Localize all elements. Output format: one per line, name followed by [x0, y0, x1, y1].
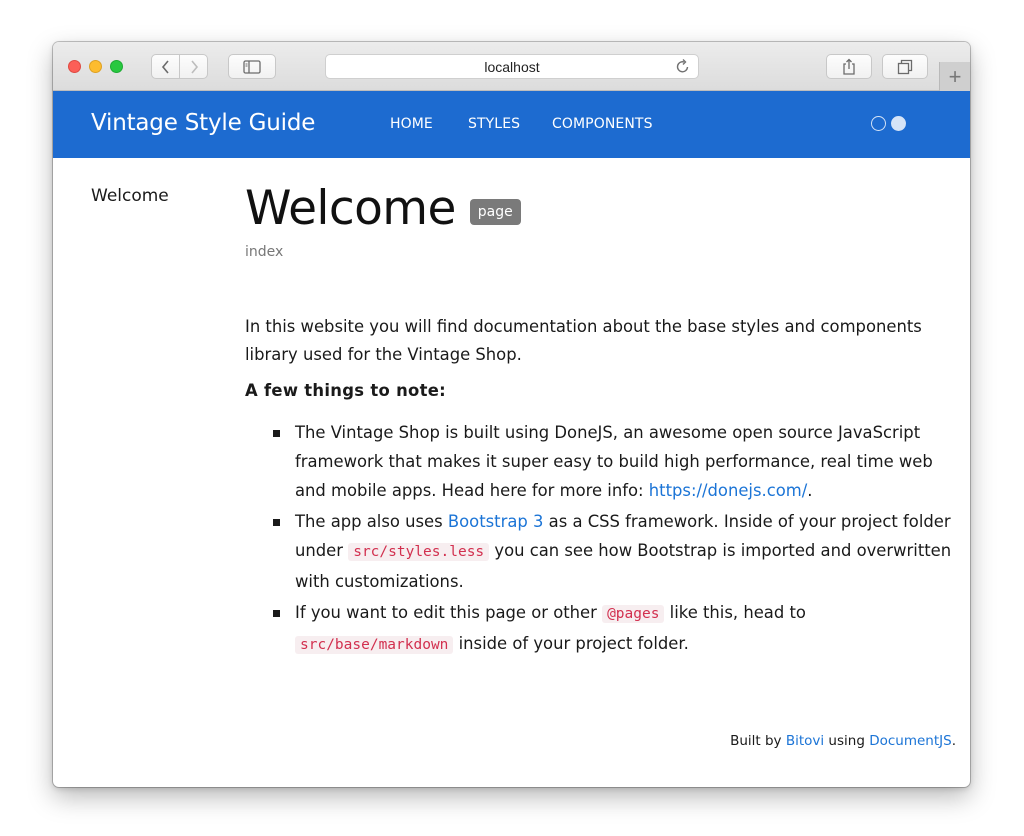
bitovi-link[interactable]: Bitovi: [785, 733, 825, 749]
code-snippet: @pages: [602, 605, 664, 623]
nav-styles-link[interactable]: STYLES: [468, 116, 521, 132]
notes-heading: A few things to note:: [245, 381, 447, 400]
code-snippet: src/styles.less: [348, 543, 489, 561]
tabs-overview-icon: [897, 59, 913, 75]
sidebar-item-welcome[interactable]: Welcome: [91, 186, 169, 206]
page-footer: [730, 733, 956, 749]
note-text: The Vintage Shop is built using DoneJS, an awesome open source JavaScript framework that makes it super easy to build high performance, real time web and mobile apps. Head here for more info:: [295, 423, 933, 500]
nav-components-link[interactable]: COMPONENTS: [552, 116, 653, 132]
show-tabs-button[interactable]: [882, 54, 928, 79]
list-item: [295, 598, 955, 660]
theme-toggle-off-dot[interactable]: [871, 116, 886, 131]
page-type-badge: page: [470, 199, 521, 225]
note-text: you can see how Bootstrap is imported and overwritten with customizations.: [295, 541, 952, 591]
documentjs-link[interactable]: DocumentJS: [869, 733, 952, 749]
donejs-link[interactable]: https://donejs.com/: [648, 481, 808, 500]
list-item: [295, 507, 955, 596]
share-icon: [842, 58, 856, 76]
site-header: [53, 91, 970, 158]
bootstrap-link[interactable]: Bootstrap 3: [447, 512, 544, 531]
page-subtitle: index: [245, 244, 284, 260]
footer-text: using: [824, 733, 870, 749]
site-brand[interactable]: Vintage Style Guide: [91, 110, 316, 136]
page-title: Welcome: [245, 181, 456, 236]
reload-icon[interactable]: [676, 58, 690, 78]
address-bar[interactable]: [325, 54, 699, 79]
list-item: [295, 418, 955, 505]
sidebar-toggle-button[interactable]: [228, 54, 276, 79]
new-tab-button[interactable]: [939, 62, 970, 91]
note-text: as a CSS framework. Inside of your project folder under: [295, 512, 951, 560]
note-text: The app also uses: [295, 512, 448, 531]
chevron-left-icon: [161, 60, 171, 74]
zoom-window-button[interactable]: [110, 60, 123, 73]
footer-text: Built by: [730, 733, 786, 749]
note-text: .: [807, 481, 813, 500]
minimize-window-button[interactable]: [89, 60, 102, 73]
browser-toolbar: [53, 42, 970, 91]
intro-paragraph: In this website you will find documentation about the base styles and components library used for the Vintage Shop.: [245, 317, 922, 364]
note-text: inside of your project folder.: [453, 634, 689, 653]
footer-text: .: [951, 733, 956, 749]
browser-window: [53, 42, 970, 787]
main-content: [245, 180, 955, 662]
nav-home-link[interactable]: HOME: [390, 116, 433, 132]
share-button[interactable]: [826, 54, 872, 79]
back-button[interactable]: [151, 54, 180, 79]
theme-toggle-on-dot[interactable]: [891, 116, 906, 131]
address-text: localhost: [484, 58, 540, 75]
sidebar-icon: [243, 60, 261, 74]
note-text: If you want to edit this page or other: [295, 603, 603, 622]
code-snippet: src/base/markdown: [295, 636, 453, 654]
title-row: [245, 180, 955, 238]
note-text: like this, head to: [664, 603, 806, 622]
notes-list: [295, 418, 955, 660]
forward-button[interactable]: [179, 54, 208, 79]
close-window-button[interactable]: [68, 60, 81, 73]
chevron-right-icon: [189, 60, 199, 74]
plus-icon: +: [948, 63, 962, 89]
